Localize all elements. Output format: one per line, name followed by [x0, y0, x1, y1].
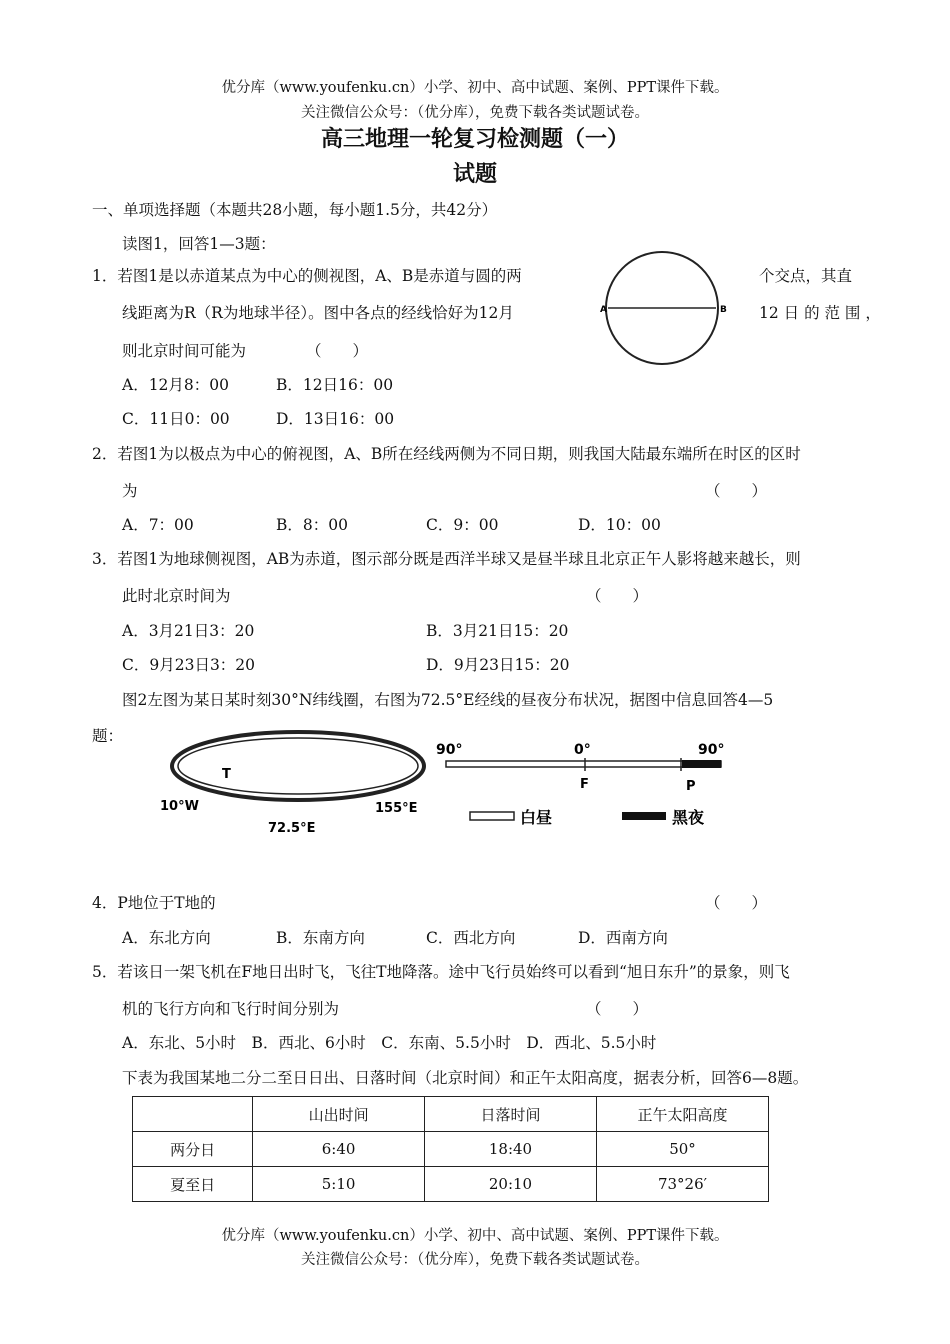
label-left-90: 90° — [436, 742, 463, 758]
footer-line-2: 关注微信公众号：（优分库），免费下载各类试题试卷。 — [301, 1252, 649, 1268]
section-heading: 一、单项选择题（本题共28小题，每小题1.5分，共42分） — [92, 201, 498, 219]
table-cell: 18:40 — [425, 1132, 597, 1167]
table-header-cell: 山出时间 — [253, 1097, 425, 1132]
point-p-label: P — [686, 779, 696, 794]
point-t-label: T — [222, 767, 231, 782]
label-zero: 0° — [574, 742, 591, 758]
table-cell: 两分日 — [133, 1132, 253, 1167]
q4-option-d: D．西南方向 — [578, 929, 668, 947]
sun-data-table — [132, 1096, 769, 1202]
table-header-row — [133, 1097, 769, 1132]
latitude-ring-outer — [172, 732, 424, 800]
q1-line-1b: 个交点，其直 — [759, 267, 853, 285]
q1-line-1a: 1．若图1是以赤道某点为中心的侧视图，A、B是赤道与圆的两 — [92, 267, 522, 285]
q2-option-b: B．8：00 — [276, 516, 348, 534]
page-title: 高三地理一轮复习检测题（一） — [320, 127, 629, 152]
q2-line-2: 为 — [122, 482, 138, 500]
q1-option-c: C．11日0：00 — [122, 410, 230, 428]
q2-answer-paren: （ ） — [705, 482, 768, 500]
q3-option-a: A．3月21日3：20 — [122, 622, 255, 640]
label-72-5e: 72.5°E — [268, 821, 316, 836]
point-f-label: F — [580, 777, 589, 792]
day-bar — [446, 761, 721, 767]
q3-option-d: D．9月23日15：20 — [426, 656, 570, 674]
figure-1-label-a: A — [600, 305, 607, 315]
q1-option-d: D．13日16：00 — [276, 410, 395, 428]
q4-option-a: A．东北方向 — [122, 929, 211, 947]
q5-options: A．东北、5小时 B．西北、6小时 C．东南、5.5小时 D．西北、5.5小时 — [122, 1034, 657, 1052]
q5-line-1: 5．若该日一架飞机在F地日出时飞，飞往T地降落。途中飞行员始终可以看到“旭日东升”的景象，则飞 — [92, 963, 790, 981]
page-subtitle: 试题 — [452, 162, 497, 187]
table-row — [133, 1132, 769, 1167]
table-header-cell: 日落时间 — [425, 1097, 597, 1132]
q5-answer-paren: （ ） — [586, 1000, 649, 1018]
latitude-ring-inner — [178, 738, 418, 794]
intro-2-line-1: 图2左图为某日某时刻30°N纬线圈，右图为72.5°E经线的昼夜分布状况，据图中信息回答4—5 — [122, 691, 774, 709]
table-header-cell — [133, 1097, 253, 1132]
q5-line-2: 机的飞行方向和飞行时间分别为 — [122, 1000, 340, 1018]
header-line-2: 关注微信公众号：（优分库），免费下载各类试题试卷。 — [301, 105, 649, 121]
table-row — [133, 1167, 769, 1202]
legend-day-swatch — [470, 812, 514, 820]
intro-2-line-2: 题： — [92, 727, 124, 745]
label-10w: 10°W — [160, 799, 199, 814]
q2-option-d: D．10：00 — [578, 516, 661, 534]
q1-line-3: 则北京时间可能为 — [122, 342, 247, 360]
table-header-cell: 正午太阳高度 — [596, 1097, 768, 1132]
q2-line-1: 2．若图1为以极点为中心的俯视图，A、B所在经线两侧为不同日期，则我国大陆最东端所在时区的区时 — [92, 445, 801, 463]
figure-1 — [592, 245, 742, 375]
legend-night-swatch — [622, 812, 666, 820]
table-cell: 50° — [596, 1132, 768, 1167]
header-line-1: 优分库（www.youfenku.cn）小学、初中、高中试题、案例、PPT课件下载。 — [221, 80, 729, 96]
q1-option-b: B．12日16：00 — [276, 376, 394, 394]
q3-line-1: 3．若图1为地球侧视图，AB为赤道，图示部分既是西洋半球又是昼半球且北京正午人影将越来越长，则 — [92, 550, 801, 568]
q4-answer-paren: （ ） — [705, 894, 768, 912]
intro-1: 读图1，回答1—3题： — [122, 235, 276, 253]
q3-answer-paren: （ ） — [586, 587, 649, 605]
label-right-90: 90° — [698, 742, 725, 758]
intro-3: 下表为我国某地二分二至日日出、日落时间（北京时间）和正午太阳高度，据表分析，回答6—8题。 — [122, 1069, 809, 1087]
q4-option-c: C．西北方向 — [426, 929, 516, 947]
legend-day-label: 白昼 — [520, 808, 553, 827]
table-cell: 5:10 — [253, 1167, 425, 1202]
q2-option-c: C．9：00 — [426, 516, 499, 534]
q1-answer-paren: （ ） — [306, 342, 369, 360]
q4-option-b: B．东南方向 — [276, 929, 365, 947]
legend-night-label: 黑夜 — [672, 808, 705, 827]
table-cell: 6:40 — [253, 1132, 425, 1167]
q3-option-b: B．3月21日15：20 — [426, 622, 569, 640]
label-155e: 155°E — [375, 801, 418, 816]
figure-2-latitude-circle — [150, 720, 450, 842]
table-cell: 20:10 — [425, 1167, 597, 1202]
table-cell: 夏至日 — [133, 1167, 253, 1202]
q1-option-a: A．12月8：00 — [122, 376, 230, 394]
q3-line-2: 此时北京时间为 — [122, 587, 231, 605]
table-cell: 73°26′ — [596, 1167, 768, 1202]
night-bar — [682, 760, 721, 768]
figure-2-meridian-bar — [430, 738, 740, 838]
q1-line-2a: 线距离为R（R为地球半径）。图中各点的经线恰好为12月 — [122, 304, 514, 322]
figure-1-label-b: B — [720, 305, 727, 315]
q4-line-1: 4．P地位于T地的 — [92, 894, 216, 912]
q2-option-a: A．7：00 — [122, 516, 194, 534]
footer-line-1: 优分库（www.youfenku.cn）小学、初中、高中试题、案例、PPT课件下载。 — [221, 1228, 729, 1244]
q3-option-c: C．9月23日3：20 — [122, 656, 256, 674]
q1-line-2b: 12 日 的 范 围 ， — [759, 304, 881, 322]
